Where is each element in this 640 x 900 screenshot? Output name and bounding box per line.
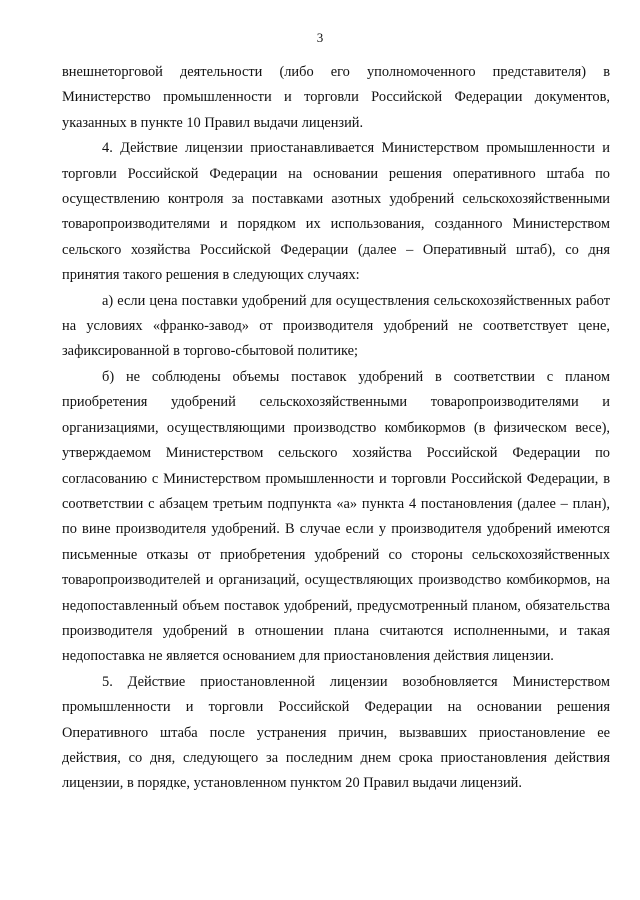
page-number: 3 bbox=[316, 30, 324, 45]
paragraph-item-4: 4. Действие лицензии приостанавливается Министерством промышленности и торговли Российской Федерации на основании решения оперативного штаба по осуществлению контроля за поставками азотных удобрений сельскохозяйственными товаропроизводителями и порядком их использования, созданного Министерством сельского хозяйства Российской Федерации (далее – Оперативный штаб), со дня принятия такого решения в следующих случаях: bbox=[62, 140, 610, 284]
document-body bbox=[62, 60, 610, 797]
paragraph-continuation: внешнеторговой деятельности (либо его уполномоченного представителя) в Министерство промышленности и торговли Российской Федерации документов, указанных в пункте 10 Правил выдачи лицензий. bbox=[62, 64, 610, 131]
paragraph-subitem-a: а) если цена поставки удобрений для осуществления сельскохозяйственных работ на условиях «франко-завод» от производителя удобрений не соответствует цене, зафиксированной в торгово-сбытовой политике; bbox=[62, 292, 610, 360]
paragraph-subitem-b: б) не соблюдены объемы поставок удобрений в соответствии с планом приобретения удобрений сельскохозяйственными товаропроизводителями и организациями, осуществляющими производство комбикормов (в физическом весе), утверждаемом Министерством сельского хозяйства Российской Федерации по согласованию с Министерством промышленности и торговли Российской Федерации, в соответствии с абзацем третьим подпункта «а» пункта 4 постановления (далее – план), по вине производителя удобрений. В случае если у производителя удобрений имеются письменные отказы от приобретения удобрений со стороны сельскохозяйственных товаропроизводителей и организаций, осуществляющих производство комбикормов, на недопоставленный объем поставок удобрений, предусмотренный планом, обязательства производителя удобрений в отношении плана считаются исполненными, и такая недопоставка не является основанием для приостановления действия лицензии. bbox=[62, 368, 610, 665]
paragraph-item-5: 5. Действие приостановленной лицензии возобновляется Министерством промышленности и торговли Российской Федерации на основании решения Оперативного штаба после устранения причин, вызвавших приостановление ее действия, со дня, следующего за последним днем срока приостановления действия лицензии, в порядке, установленном пунктом 20 Правил выдачи лицензий. bbox=[62, 673, 610, 792]
